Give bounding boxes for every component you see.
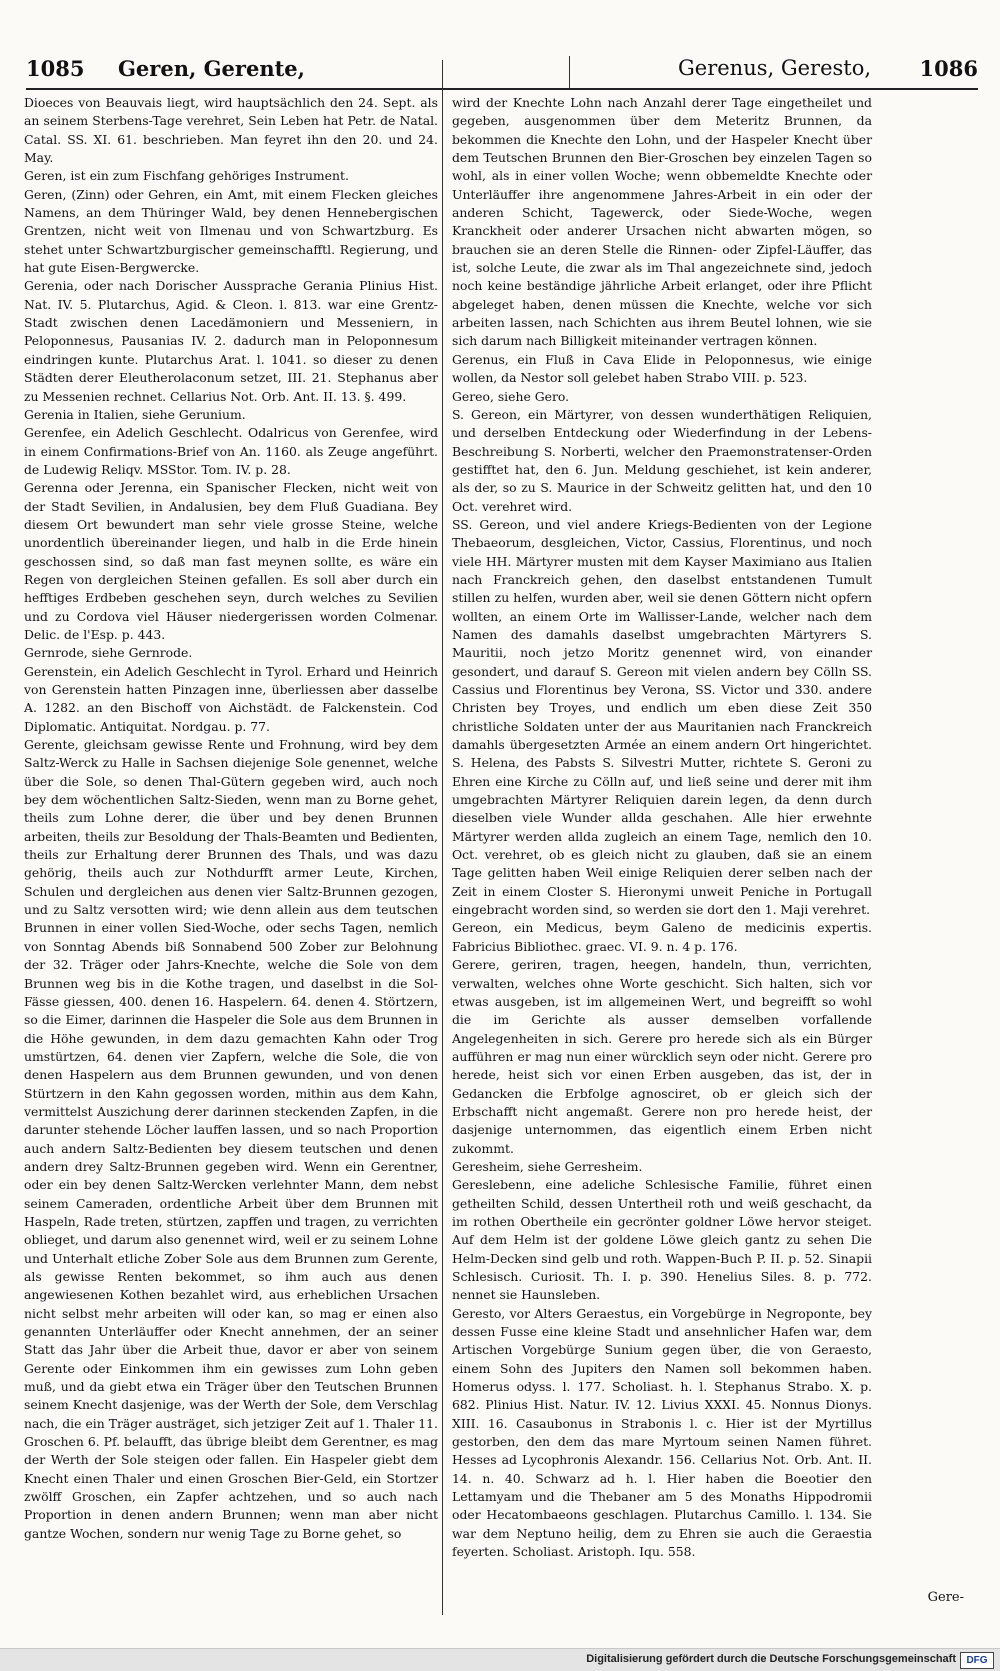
left-entry: Dioeces von Beauvais liegt, wird hauptsächlich den 24. Sept. als an seinem Sterbens-Tage verehret, Sein Leben hat Petr. de Natal. Catal. SS. XI. 61. beschrieben. Man feyret ihn den 20. und 24. May. (24, 95, 438, 166)
catchword: Gere- (927, 1590, 964, 1605)
header-rule (26, 88, 978, 90)
right-entry: Gereon, ein Medicus, beym Galeno de medicinis expertis. Fabricius Bibliothec. graec. VI. 9. n. 4 p. 176. (452, 920, 872, 954)
right-running-title: Gerenus, Geresto, (678, 56, 872, 80)
left-entry: Gerenia in Italien, siehe Gerunium. (24, 406, 246, 422)
left-column (24, 94, 438, 1543)
right-column (452, 94, 872, 1562)
column-divider (442, 60, 443, 1615)
left-entry: Gerenfee, ein Adelich Geschlecht. Odalricus von Gerenfee, wird in einem Confirmations-Brief von An. 1160. als Zeuge angeführt. de Ludewig Reliqv. MSStor. Tom. IV. p. 28. (24, 425, 438, 477)
left-entry: Gerente, gleichsam gewisse Rente und Frohnung, wird bey dem Saltz-Werck zu Halle in Sachsen diejenige Sole genennet, welche über die Sole, so denen Thal-Gütern gegeben wird, auch noch bey dem wöchentlichen Saltz-Sieden, wenn man zu Borne gehet, theils zum Lohne derer, die über und bey denen Brunnen arbeiten, theils zur Besoldung der Thals-Beamten und Bedienten, theils zur Erhaltung derer Brunnen des Thals, und was dazu gehörig, theils auch zur Nothdurfft armer Leute, Kirchen, Schulen und dergleichen aus denen vier Saltz-Brunnen gezogen, und zu Saltz versotten wird; wie denn allein aus dem teutschen Brunnen in einer vollen Sied-Woche, oder sechs Tagen, nemlich von Sonntag Abends biß Sonnabend 500 Zober zur Belohnung der 32. Träger oder Jahrs-Knechte, welche die Sole von dem Brunnen weg bis in die Kothe tragen, und daselbst in die Sol-Fässe giessen, 400. denen 16. Haspelern. 64. denen 4. Störtzern, so die Eimer, darinnen die Haspeler die Sole aus dem Brunnen in die Höhe gewunden, in dem dazu gemachten Kahn oder Trog umstürtzen, 64. denen vier Zapfern, welche die Sole, die von denen Haspelern aus dem Brunnen gewunden, und von denen Stürtzern in den Kahn gegossen worden, mithin aus dem Kahn, vermittelst Auszichung derer darinnen steckenden Zapfen, in die darunter stehende Löcher lauffen lassen, und so nach Proportion auch andern Saltz-Bedienten bey diesem teutschen und denen andern drey Saltz-Brunnen gegeben wird. Wenn ein Gerentner, oder ein bey denen Saltz-Wercken verlehnter Mann, dem nebst seinem Cameraden, ordentliche Arbeit über dem Brunnen mit Haspeln, Rade treten, stürtzen, zapffen und tragen, zu verrichten oblieget, und darum also genennet wird, weil er zu seinem Lohne und Unterhalt etliche Zober Sole aus dem Brunnen zum Gerente, als gewisse Renten bekommet, so ihm auch aus denen angewiesenen Kothen bezahlet wird, aus erheblichen Ursachen nicht selbst mehr arbeiten will oder kan, so mag er einen also genannten Unterläuffer oder Knecht annehmen, der an seiner Statt das Jahr über die Arbeit thue, davor er aber von seinem Gerente oder Einkommen ihm ein gewisses zum Lohn geben muß, und da giebt etwa ein Träger über den Teutschen Brunnen seinem Knecht dasjenige, was der Werth der Sole, dem Verschlag nach, die ein Träger austräget, sich jetziger Zeit auf 1. Thaler 11. Groschen 6. Pf. belaufft, das übrige bleibt dem Gerentner, es mag der Werth der Sole steigen oder fallen. Ein Haspeler giebt dem Knecht einen Thaler und einen Groschen Bier-Geld, ein Stortzer zwölff Groschen, ein Zapfer achtzehen, und so auch nach Proportion in denen andern Brunnen; wenn man aber nicht gantze Wochen, sondern nur wenig Tage zu Borne gehet, so (24, 737, 438, 1541)
right-entry: Geresheim, siehe Gerresheim. (452, 1158, 643, 1174)
header-divider (569, 56, 570, 88)
right-header (538, 52, 978, 86)
page-header (26, 52, 978, 86)
left-entry: Gerenstein, ein Adelich Geschlecht in Tyrol. Erhard und Heinrich von Gerenstein hatten Pinzagen inne, überliessen aber dasselbe A. 1282. an den Bischoff von Aichstädt. de Falckenstein. Cod Diplomatic. Antiquitat. Nordgau. p. 77. (24, 663, 438, 734)
dfg-logo: DFG (960, 1652, 994, 1669)
funding-notice: Digitalisierung gefördert durch die Deutsche Forschungsgemeinschaft (586, 1653, 956, 1665)
right-entry: Gereslebenn, eine adeliche Schlesische Familie, führet einen getheilten Schild, dessen Untertheil roth und weiß geschacht, da im rothen Obertheile ein gecrönter goldner Löwe hervor steiget. Auf dem Helm ist der goldene Löwe gleich gantz zu sehen Die Helm-Decken sind gelb und roth. Wappen-Buch P. II. p. 52. Sinapii Schlesisch. Curiosit. Th. I. p. 390. Henelius Siles. 8. p. 772. nennet sie Haunsleben. (452, 1177, 872, 1303)
left-entry: Geren, (Zinn) oder Gehren, ein Amt, mit einem Flecken gleiches Namens, an dem Thüringer Wald, bey denen Hennebergischen Grentzen, nicht weit von Ilmenau und von Schwartzburg. Es stehet unter Schwartzburgischer gemeinschafftl. Regierung, und hat gute Eisen-Bergwercke. (24, 186, 438, 276)
left-running-title: Geren, Gerente, (118, 56, 305, 81)
digitization-footer (0, 1648, 1000, 1671)
left-page-number: 1085 (26, 56, 85, 81)
right-entry: wird der Knechte Lohn nach Anzahl derer Tage eingetheilet und gegeben, ausgenommen über dem Meteritz Brunnen, da bekommen die Knechte den Lohn, und der Haspeler Knecht über dem Teutschen Brunnen den Bier-Groschen bey einzelen Tagen so wohl, als in einer vollen Woche; wenn obbemeldte Knechte oder Unterläuffer ihre angenommene Jahres-Arbeit in ein oder der anderen Schicht, Tagewerck, oder Siede-Woche, wegen Kranckheit oder anderer Ursachen nicht abwarten mögen, so brauchen sie an deren Stelle die Rinnen- oder Zipfel-Läuffer, das ist, solche Leute, die zwar als im Thal angezeichnete sind, jedoch noch keine beständige jährliche Arbeit erlanget, oder ihre Pflicht abgeleget haben, denen müssen die Knechte, welche vor sich arbeiten lassen, nach Schichten aus ihrem Beutel lohnen, wie sie sich darum nach Billigkeit miteinander vertragen können. (452, 95, 872, 349)
left-entry: Gernrode, siehe Gernrode. (24, 645, 193, 661)
right-entry: SS. Gereon, und viel andere Kriegs-Bedienten von der Legione Thebaeorum, desgleichen, Victor, Cassius, Florentinus, und noch viele HH. Märtyrer musten mit dem Kayser Maximiano aus Italien nach Franckreich gehen, den daselbst entstandenen Tumult stillen zu helfen, wurden aber, weil sie denen Göttern nicht opfern wollten, an einem Orte im Wallisser-Lande, welcher nach dem Namen des damahls daselbst umgebrachten Märtyrers S. Mauritii, noch jetzo Moritz genennet wird, von einander gesondert, und darauf S. Gereon mit vielen andern bey Cölln SS. Cassius und Florentinus bey Verona, SS. Victor und 330. andere Christen bey Troyes, und endlich um eben diese Zeit 350 christliche Soldaten unter der aus Mauritanien nach Franckreich damahls übergesetzten Armée an einem andern Ort hingerichtet. S. Helena, des Pabsts S. Silvestri Mutter, richtete S. Geroni zu Ehren eine Kirche zu Cölln auf, und ließ seine und derer mit ihm umgebrachten Märtyrer Reliquien darein legen, da denn durch dieselben viele Wunder allda geschahen. Alle hier erwehnte Märtyrer werden allda zugleich an einem Tage, nemlich den 10. Oct. verehret, ob es gleich nicht zu glauben, daß sie an einem Tage gelitten haben Weil einige Reliquien derer selben nach der Zeit in einem Closter S. Hieronymi unweit Peniche in Portugall eingebracht worden sind, so werden sie dort den 1. Maji verehret. (452, 516, 872, 918)
right-page-number: 1086 (919, 56, 978, 81)
left-entry: Geren, ist ein zum Fischfang gehöriges Instrument. (24, 168, 349, 184)
right-entry: Gereo, siehe Gero. (452, 388, 570, 404)
left-header (26, 52, 466, 86)
left-entry: Gerenna oder Jerenna, ein Spanischer Flecken, nicht weit von der Stadt Sevilien, in Andalusien, bey dem Fluß Guadiana. Bey diesem Ort bewundert man sehr viele grosse Steine, welche unordentlich übereinander liegen, und halb in die Erde hinein geschossen sind, so daß man fast meynen sollte, es wäre ein Regen von dergleichen Steinen gefallen. Es soll aber durch ein hefftiges Erdbeben geschehen seyn, durch welches zu Sevilien und zu Cordova viel Häuser niedergerissen worden Colmenar. Delic. de l'Esp. p. 443. (24, 480, 438, 642)
right-entry: Geresto, vor Alters Geraestus, ein Vorgebürge in Negroponte, bey dessen Fusse eine kleine Stadt und ansehnlicher Hafen war, dem Artischen Vorgebürge Sunium gegen über, die von Geraesto, einem Sohn des Jupiters den Namen soll bekommen haben. Homerus odyss. l. 177. Scholiast. h. l. Stephanus Strabo. X. p. 682. Plinius Hist. Natur. IV. 12. Livius XXXI. 45. Nonnus Dionys. XIII. 16. Casaubonus in Strabonis l. c. Hier ist der Myrtillus gestorben, den dem das mare Myrtoum seinen Namen führet. Hesses ad Lycophronis Alexandr. 156. Cellarius Not. Orb. Ant. II. 14. n. 40. Schwarz ad h. l. Hier haben die Boeotier den Lettamyam und die Thebaner am 5 des Monaths Hippodromii oder Hecatombaeons geschlagen. Plutarchus Camillo. l. 134. Sie war dem Neptuno heilig, dem zu Ehren sie auch die Geraestia feyerten. Scholiast. Aristoph. Iqu. 558. (452, 1305, 872, 1560)
right-entry: Gerenus, ein Fluß in Cava Elide in Peloponnesus, wie einige wollen, da Nestor soll gelebet haben Strabo VIII. p. 523. (452, 351, 872, 386)
left-entry: Gerenia, oder nach Dorischer Aussprache Gerania Plinius Hist. Nat. IV. 5. Plutarchus, Agid. & Cleon. l. 813. war eine Grentz-Stadt zwischen denen Lacedämoniern und Messeniern, in Peloponnesus, Pausanias IV. 2. dadurch man in Peloponnesum eindringen kunte. Plutarchus Arat. l. 1041. so dieser zu denen Städten derer Eleutherolaconum setzet, III. 21. Stephanus aber zu Messenien rechnet. Cellarius Not. Orb. Ant. II. 13. §. 499. (24, 278, 438, 404)
right-entry: Gerere, geriren, tragen, heegen, handeln, thun, verrichten, verwalten, welches ohne Worte geschicht. Sich halten, sich vor etwas ausgeben, ist im allgemeinen Wert, und begreifft so wohl die im Gerichte als ausser demselben vorfallende Angelegenheiten in sich. Gerere pro herede sich als ein Bürger aufführen er mag nun einer würcklich seyn oder nicht. Gerere pro herede, heist sich vor einen Erben ausgeben, das ist, der in Gedancken die Erbfolge agnosciret, ob er gleich sich der Erbschafft nicht angemaßt. Gerere non pro herede heist, der dasjenige unternommen, das eigentlich einem Erben nicht zukommt. (452, 957, 872, 1156)
right-entry: S. Gereon, ein Märtyrer, von dessen wunderthätigen Reliquien, und derselben Entdeckung oder Wiederfindung in der Lebens-Beschreibung S. Norberti, welcher den Praemonstratenser-Orden gestifftet hat, den 6. Jun. Meldung geschiehet, ist kein anderer, als der, so zu S. Maurice in der Schweitz gelitten hat, und den 10 Oct. verehret wird. (452, 406, 872, 514)
